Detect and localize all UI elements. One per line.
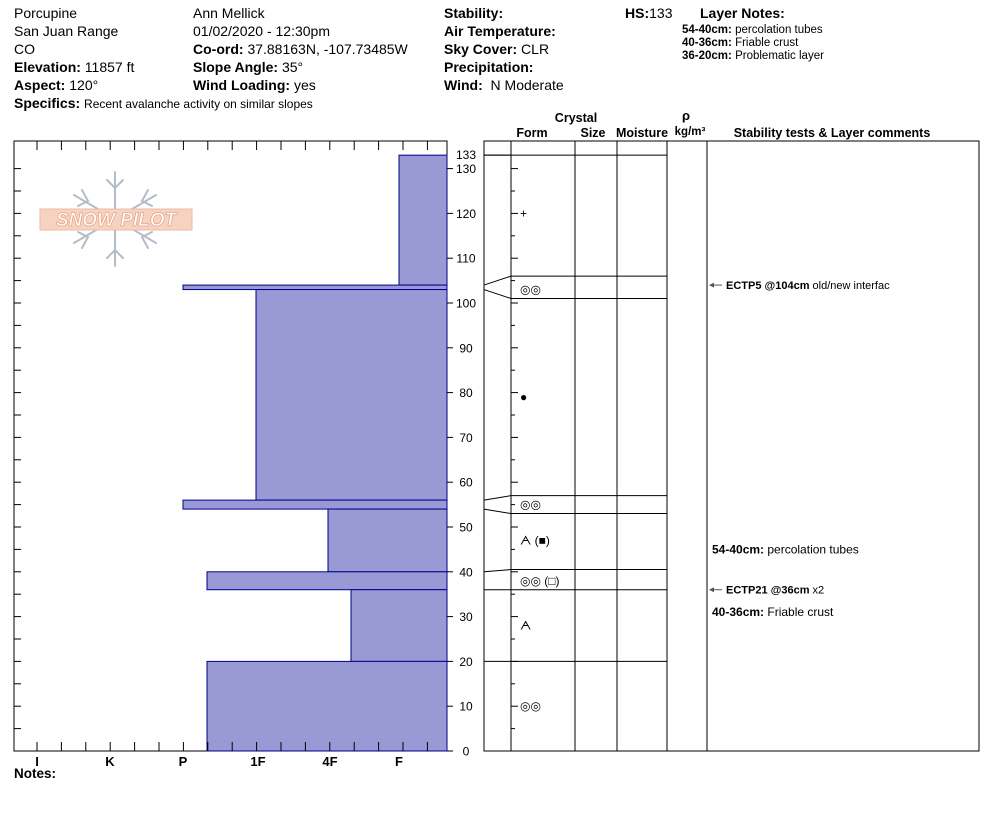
height-label: 130 bbox=[455, 162, 477, 177]
height-label: 120 bbox=[455, 206, 477, 221]
layer-comment-range: 54-40cm: bbox=[712, 542, 768, 557]
observation-datetime: 01/02/2020 - 12:30pm bbox=[193, 23, 330, 39]
layer-notes-label: Layer Notes: bbox=[700, 5, 785, 21]
layer-note-text: Problematic layer bbox=[735, 50, 824, 62]
sky-value: CLR bbox=[521, 41, 550, 57]
grain-form-surface-hoar: ◎◎ bbox=[520, 699, 541, 714]
slope-label: Slope Angle: bbox=[193, 59, 279, 75]
range-name: San Juan Range bbox=[14, 23, 119, 39]
stability-test-entry bbox=[726, 280, 890, 292]
hardness-layer-bar bbox=[328, 509, 447, 572]
hardness-layer-bar bbox=[183, 500, 447, 509]
notes-label: Notes: bbox=[14, 766, 57, 781]
elevation-label: Elevation: bbox=[14, 59, 81, 75]
height-label: 60 bbox=[459, 475, 473, 490]
stability-test-comment: old/new interfac bbox=[812, 280, 890, 293]
grain-forms bbox=[520, 206, 560, 713]
layer-connector bbox=[484, 290, 511, 299]
layer-note-text: Friable crust bbox=[735, 37, 799, 49]
layer-note-text: percolation tubes bbox=[735, 24, 823, 36]
layer-comment-range: 40-36cm: bbox=[712, 605, 768, 620]
hs-value: 133 bbox=[649, 5, 673, 21]
stability-label: Stability: bbox=[444, 5, 504, 21]
wind-loading-label: Wind Loading: bbox=[193, 77, 291, 93]
stability-arrow-head bbox=[709, 587, 714, 592]
grain-form-surface-hoar: ◎◎ bbox=[520, 497, 541, 512]
height-axis bbox=[447, 148, 518, 758]
stability-arrow-head bbox=[709, 283, 714, 288]
specifics-value: Recent avalanche activity on similar slopes bbox=[84, 97, 313, 111]
location-name: Porcupine bbox=[14, 5, 78, 21]
height-label: 20 bbox=[459, 654, 473, 669]
grain-form-surface-hoar-facets: ◎◎ (□) bbox=[520, 573, 560, 588]
hardness-labels bbox=[35, 754, 403, 769]
hardness-layer-bar bbox=[207, 572, 447, 590]
stability-test-code: ECTP5 @104cm bbox=[726, 280, 813, 293]
height-label: 30 bbox=[459, 610, 473, 625]
elevation-value: 11857 ft bbox=[84, 59, 135, 75]
aspect-label: Aspect: bbox=[14, 77, 66, 93]
height-label: 110 bbox=[456, 251, 476, 266]
wind-value: N Moderate bbox=[490, 77, 564, 93]
layer-comment-text: percolation tubes bbox=[767, 542, 859, 557]
hardness-label: 4F bbox=[322, 754, 338, 769]
wind-loading-value: yes bbox=[293, 77, 316, 93]
hs-label: HS: bbox=[625, 5, 650, 21]
hardness-layer-bar bbox=[207, 661, 447, 751]
observer-name: Ann Mellick bbox=[193, 5, 265, 21]
hardness-layer-bar bbox=[256, 290, 447, 501]
layer-connector bbox=[484, 509, 511, 513]
form-header: Form bbox=[516, 126, 548, 140]
hardness-label: F bbox=[395, 754, 403, 769]
height-label: 90 bbox=[459, 341, 473, 356]
layer-comment bbox=[712, 605, 834, 619]
grain-form-precipitation-particles: + bbox=[520, 206, 528, 221]
height-label: 50 bbox=[459, 520, 473, 535]
wind-label: Wind: bbox=[444, 77, 483, 93]
layer-note-range: 36-20cm: bbox=[682, 50, 732, 62]
stability-test-comment: x2 bbox=[812, 584, 825, 597]
layer-comments bbox=[712, 542, 859, 619]
layer-connector bbox=[484, 276, 511, 285]
moisture-header: Moisture bbox=[615, 126, 669, 140]
snowpilot-logo bbox=[40, 172, 192, 266]
air-temp-label: Air Temperature: bbox=[444, 23, 556, 39]
state-name: CO bbox=[14, 41, 35, 57]
density-rho-header: ρ bbox=[681, 108, 691, 123]
logo-text: SNOW PILOT bbox=[55, 210, 177, 231]
hardness-layer-bar bbox=[399, 155, 447, 285]
specifics-label: Specifics: bbox=[14, 95, 81, 111]
height-label: 70 bbox=[459, 430, 473, 445]
stability-test-code: ECTP21 @36cm bbox=[726, 584, 813, 597]
stability-test-entry bbox=[726, 585, 824, 597]
precip-label: Precipitation: bbox=[444, 59, 534, 75]
layer-note-range: 54-40cm: bbox=[682, 24, 732, 36]
stability-tests-header: Stability tests & Layer comments bbox=[733, 126, 931, 140]
height-label: 10 bbox=[459, 699, 473, 714]
grain-form-surface-hoar: ◎◎ bbox=[520, 282, 541, 297]
height-label: 80 bbox=[459, 386, 473, 401]
grain-form-depth-hoar-facets: ᗅ (■) bbox=[520, 533, 550, 548]
slope-value: 35° bbox=[281, 59, 304, 75]
hardness-label: K bbox=[105, 754, 115, 769]
sky-label: Sky Cover: bbox=[444, 41, 518, 57]
layer-comment bbox=[712, 542, 859, 556]
layer-note-range: 40-36cm: bbox=[682, 37, 732, 49]
height-label: 100 bbox=[455, 296, 477, 311]
hardness-layers bbox=[183, 155, 447, 751]
grain-form-depth-hoar: ᗅ bbox=[520, 618, 532, 633]
layer-connector bbox=[484, 570, 511, 572]
crystal-header: Crystal bbox=[554, 111, 598, 125]
density-unit-header: kg/m³ bbox=[674, 126, 706, 138]
layer-connector bbox=[484, 496, 511, 500]
grain-form-melt-forms: ● bbox=[520, 390, 528, 405]
hardness-layer-bar bbox=[351, 590, 447, 662]
coord-label: Co-ord: bbox=[193, 41, 244, 57]
height-label: 40 bbox=[459, 565, 473, 580]
layer-comment-text: Friable crust bbox=[767, 605, 834, 620]
aspect-value: 120° bbox=[69, 77, 99, 93]
hardness-label: I bbox=[35, 754, 39, 769]
hardness-label: P bbox=[178, 754, 188, 769]
hardness-label: 1F bbox=[250, 754, 266, 769]
hardness-layer-bar bbox=[183, 285, 447, 289]
size-header: Size bbox=[580, 126, 606, 140]
height-label: 0 bbox=[462, 744, 470, 759]
height-top-label: 133 bbox=[455, 148, 477, 163]
coord-value: 37.88163N, -107.73485W bbox=[247, 41, 408, 57]
layer-table-frame bbox=[484, 141, 979, 751]
